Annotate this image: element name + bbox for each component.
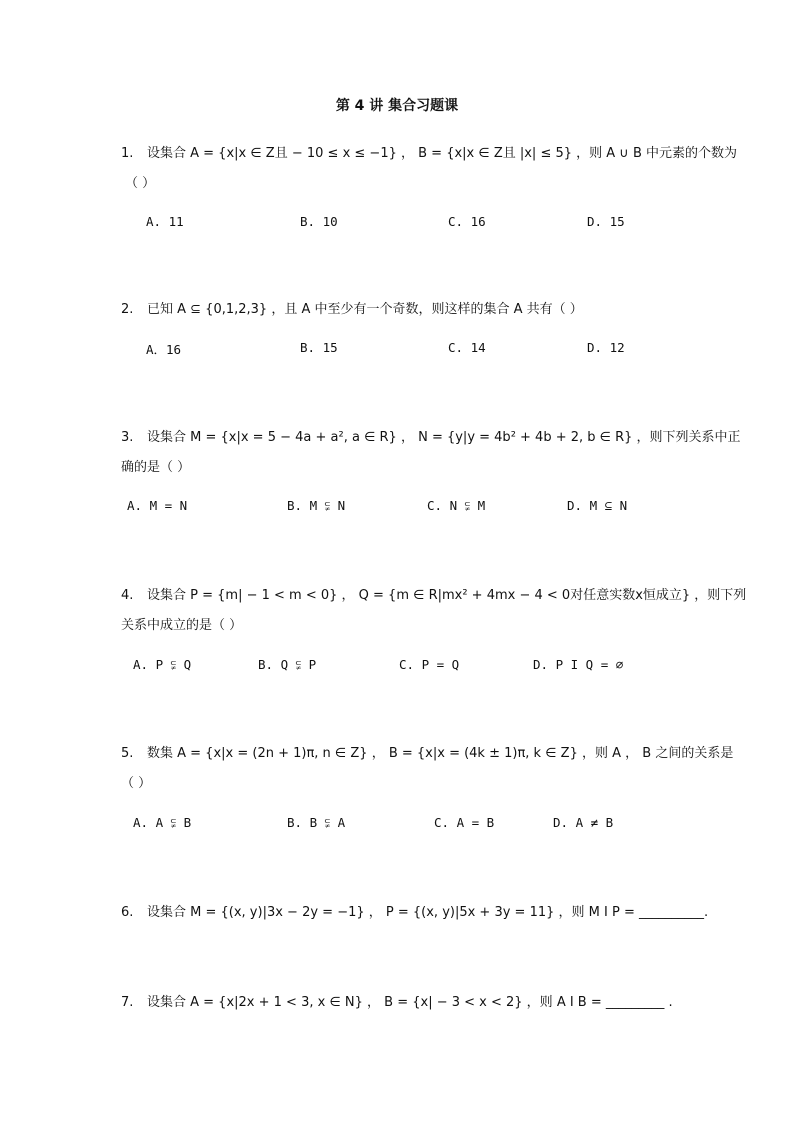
question-7-text: 设集合 A = {x|2x + 1 < 3, x ∈ N} ， B = {x| − 3 < x < 2} ，则 A I B = _________ . xyxy=(147,995,673,1010)
question-4-line-1 xyxy=(121,584,746,603)
page-title: 第 4 讲 集合习题课 xyxy=(335,98,459,114)
question-1-option-a: A. 11 xyxy=(146,214,184,229)
question-4-option-d: D. P I Q = ∅ xyxy=(533,657,624,672)
question-4-option-a: A. P ⫋ Q xyxy=(133,657,192,672)
question-2-option-c: C. 14 xyxy=(448,340,486,355)
question-4-option-b: B. Q ⫋ P xyxy=(258,657,317,672)
question-3-option-d: D. M ⊆ N xyxy=(567,498,628,513)
question-6-line-1 xyxy=(121,901,708,920)
question-2-option-d: D. 12 xyxy=(587,340,625,355)
question-5-option-d: D. A ≠ B xyxy=(553,815,614,830)
question-6-text: 设集合 M = {(x, y)|3x − 2y = −1} ， P = {(x, y)|5x + 3y = 11} ，则 M I P = __________. xyxy=(147,905,709,920)
question-5-number: 5. xyxy=(121,746,134,761)
question-4-text: 设集合 P = {m| − 1 < m < 0} ， Q = {m ∈ R|mx² + 4mx − 4 < 0对任意实数x恒成立} ，则下列 xyxy=(147,588,747,603)
question-2-text: 已知 A ⊆ {0,1,2,3} ，且 A 中至少有一个奇数，则这样的集合 A 共有（ ） xyxy=(147,302,583,317)
question-2-line-1 xyxy=(121,298,583,317)
question-1-option-d: D. 15 xyxy=(587,214,625,229)
question-3-line-2: 确的是（ ） xyxy=(121,460,191,475)
question-4-line-2: 关系中成立的是（ ） xyxy=(121,618,243,633)
question-2-number: 2. xyxy=(121,302,134,317)
question-4-option-c: C. P = Q xyxy=(399,657,460,672)
question-5-option-a: A. A ⫋ B xyxy=(133,815,192,830)
question-3-option-b: B. M ⫋ N xyxy=(287,498,346,513)
question-3-text: 设集合 M = {x|x = 5 − 4a + a², a ∈ R} ， N = {y|y = 4b² + 4b + 2, b ∈ R} ，则下列关系中正 xyxy=(147,430,741,445)
question-6-number: 6. xyxy=(121,905,134,920)
question-1-option-c: C. 16 xyxy=(448,214,486,229)
question-1-line-2: （ ） xyxy=(125,176,156,191)
question-4-number: 4. xyxy=(121,588,134,603)
question-1-option-b: B. 10 xyxy=(300,214,338,229)
question-1-number: 1. xyxy=(121,146,134,161)
question-7-number: 7. xyxy=(121,995,134,1010)
question-5-option-b: B. B ⫋ A xyxy=(287,815,346,830)
question-3-number: 3. xyxy=(121,430,134,445)
question-5-option-c: C. A = B xyxy=(434,815,495,830)
question-1-text: 设集合 A = {x|x ∈ Z且 − 10 ≤ x ≤ −1} ， B = {x|x ∈ Z且 |x| ≤ 5} ，则 A ∪ B 中元素的个数为 xyxy=(147,146,738,161)
question-3-line-1 xyxy=(121,426,741,445)
question-5-line-1 xyxy=(121,742,733,761)
question-2-option-b: B. 15 xyxy=(300,340,338,355)
question-3-option-a: A. M = N xyxy=(127,498,188,513)
question-5-line-2: （ ） xyxy=(121,776,152,791)
question-1-line-1 xyxy=(121,142,737,161)
question-2-option-a: A．16 xyxy=(146,342,182,357)
question-7-line-1 xyxy=(121,991,673,1010)
question-5-text: 数集 A = {x|x = (2n + 1)π, n ∈ Z} ， B = {x|x = (4k ± 1)π, k ∈ Z} ，则 A ， B 之间的关系是 xyxy=(147,746,734,761)
question-3-option-c: C. N ⫋ M xyxy=(427,498,486,513)
